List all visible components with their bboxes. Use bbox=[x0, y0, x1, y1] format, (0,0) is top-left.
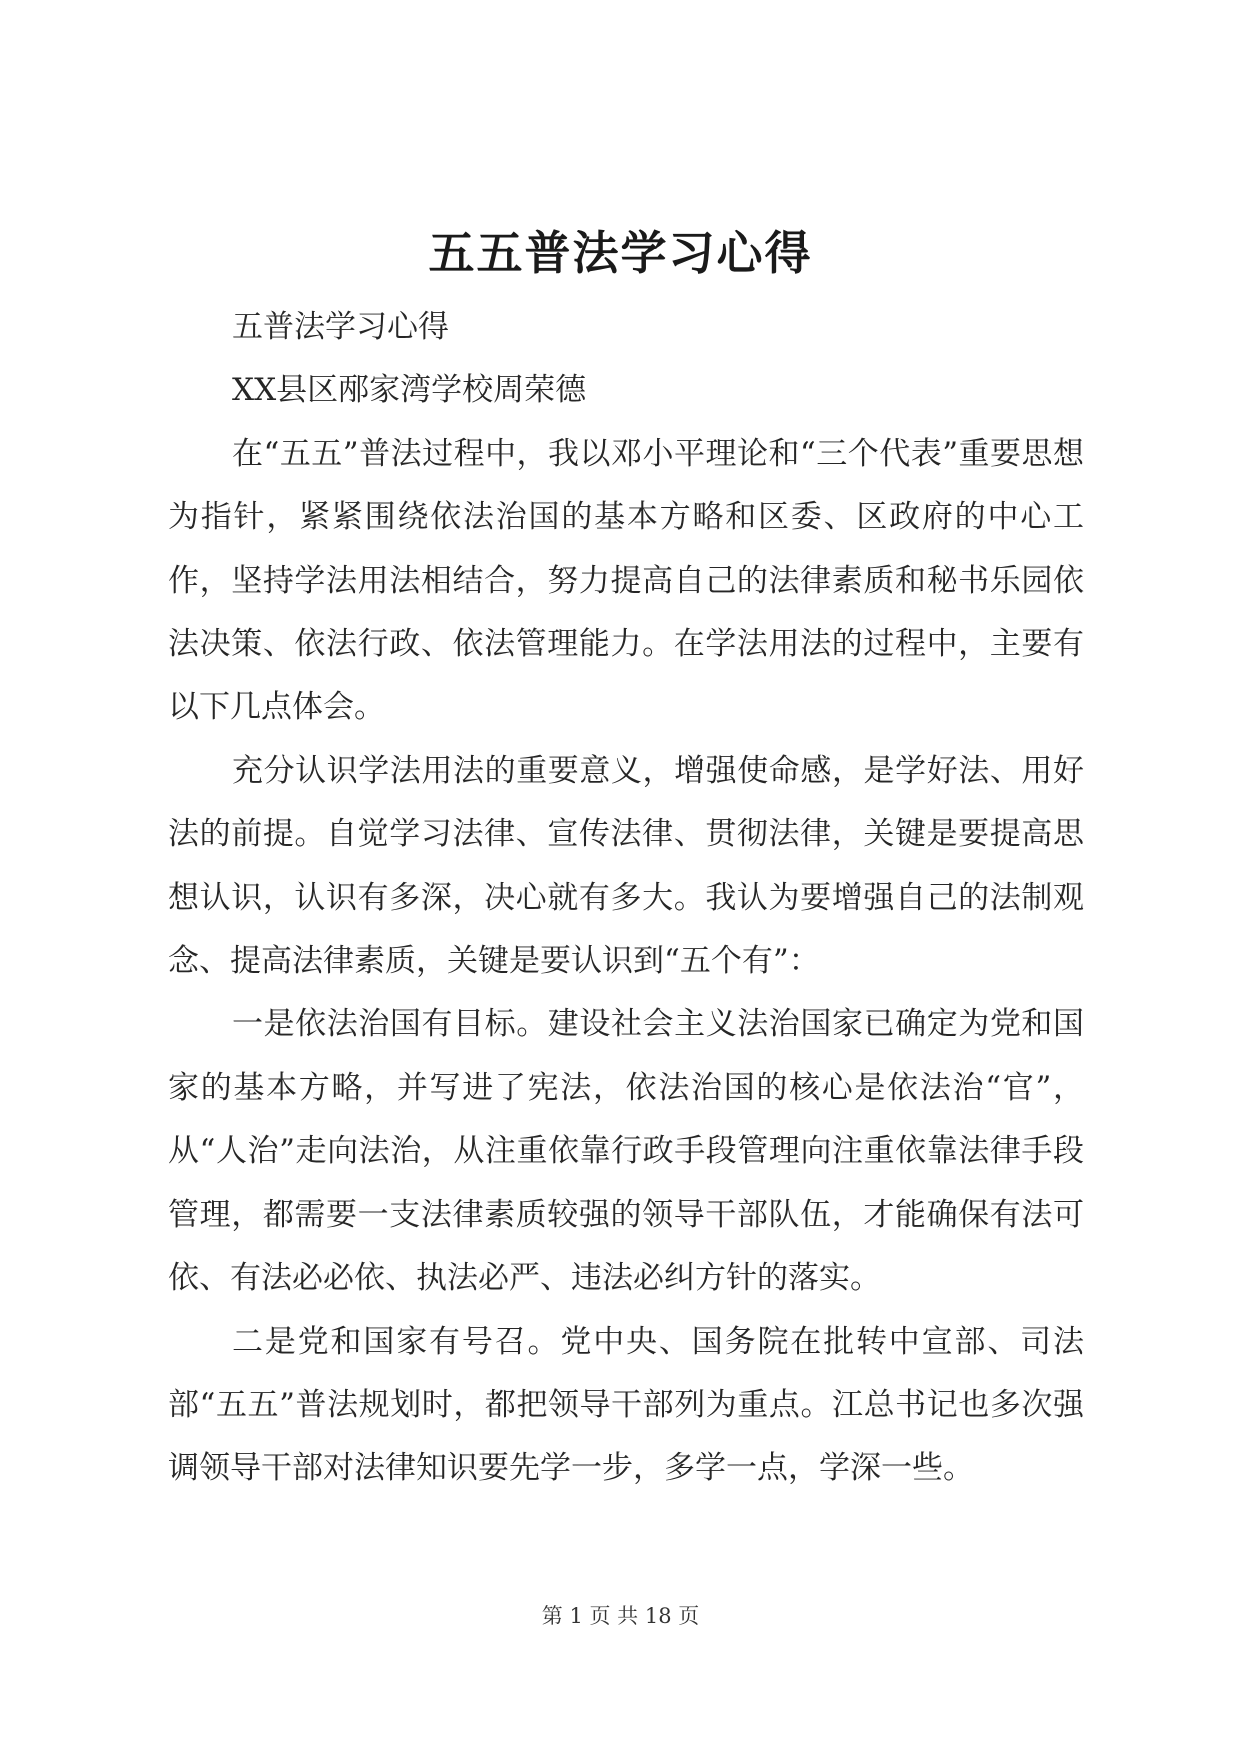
document-title: 五五普法学习心得 bbox=[428, 226, 813, 280]
body-paragraph: 一是依法治国有目标。建设社会主义法治国家已确定为党和国家的基本方略，并写进了宪法，依法治国的核心是依法治“官”，从“人治”走向法治，从注重依靠行政手段管理向注重依靠法律手段管理，都需要一支法律素质较强的领导干部队伍，才能确保有法可依、有法必必依、执法必严、违法必纠方针的落实。 bbox=[168, 1006, 1084, 1297]
author-line: XX县区邴家湾学校周荣德 bbox=[232, 372, 587, 409]
body-paragraph: 二是党和国家有号召。党中央、国务院在批转中宣部、司法部“五五”普法规划时，都把领导干部列为重点。江总书记也多次强调领导干部对法律知识要先学一步，多学一点，学深一些。 bbox=[168, 1323, 1084, 1487]
document-body bbox=[168, 296, 1084, 1501]
body-paragraph: 充分认识学法用法的重要意义，增强使命感，是学好法、用好法的前提。自觉学习法律、宣传法律、贯彻法律，关键是要提高思想认识，认识有多深，决心就有多大。我认为要增强自己的法制观念、提高法律素质，关键是要认识到“五个有”： bbox=[168, 752, 1084, 980]
subtitle-paragraph: 五普法学习心得 bbox=[232, 309, 449, 345]
page-footer: 第 1 页 共 18 页 bbox=[541, 1604, 700, 1628]
body-paragraph: 在“五五”普法过程中，我以邓小平理论和“三个代表”重要思想为指针，紧紧围绕依法治国的基本方略和区委、区政府的中心工作，坚持学法用法相结合，努力提高自己的法律素质和秘书乐园依法决策、依法行政、依法管理能力。在学法用法的过程中，主要有以下几点体会。 bbox=[168, 435, 1084, 726]
